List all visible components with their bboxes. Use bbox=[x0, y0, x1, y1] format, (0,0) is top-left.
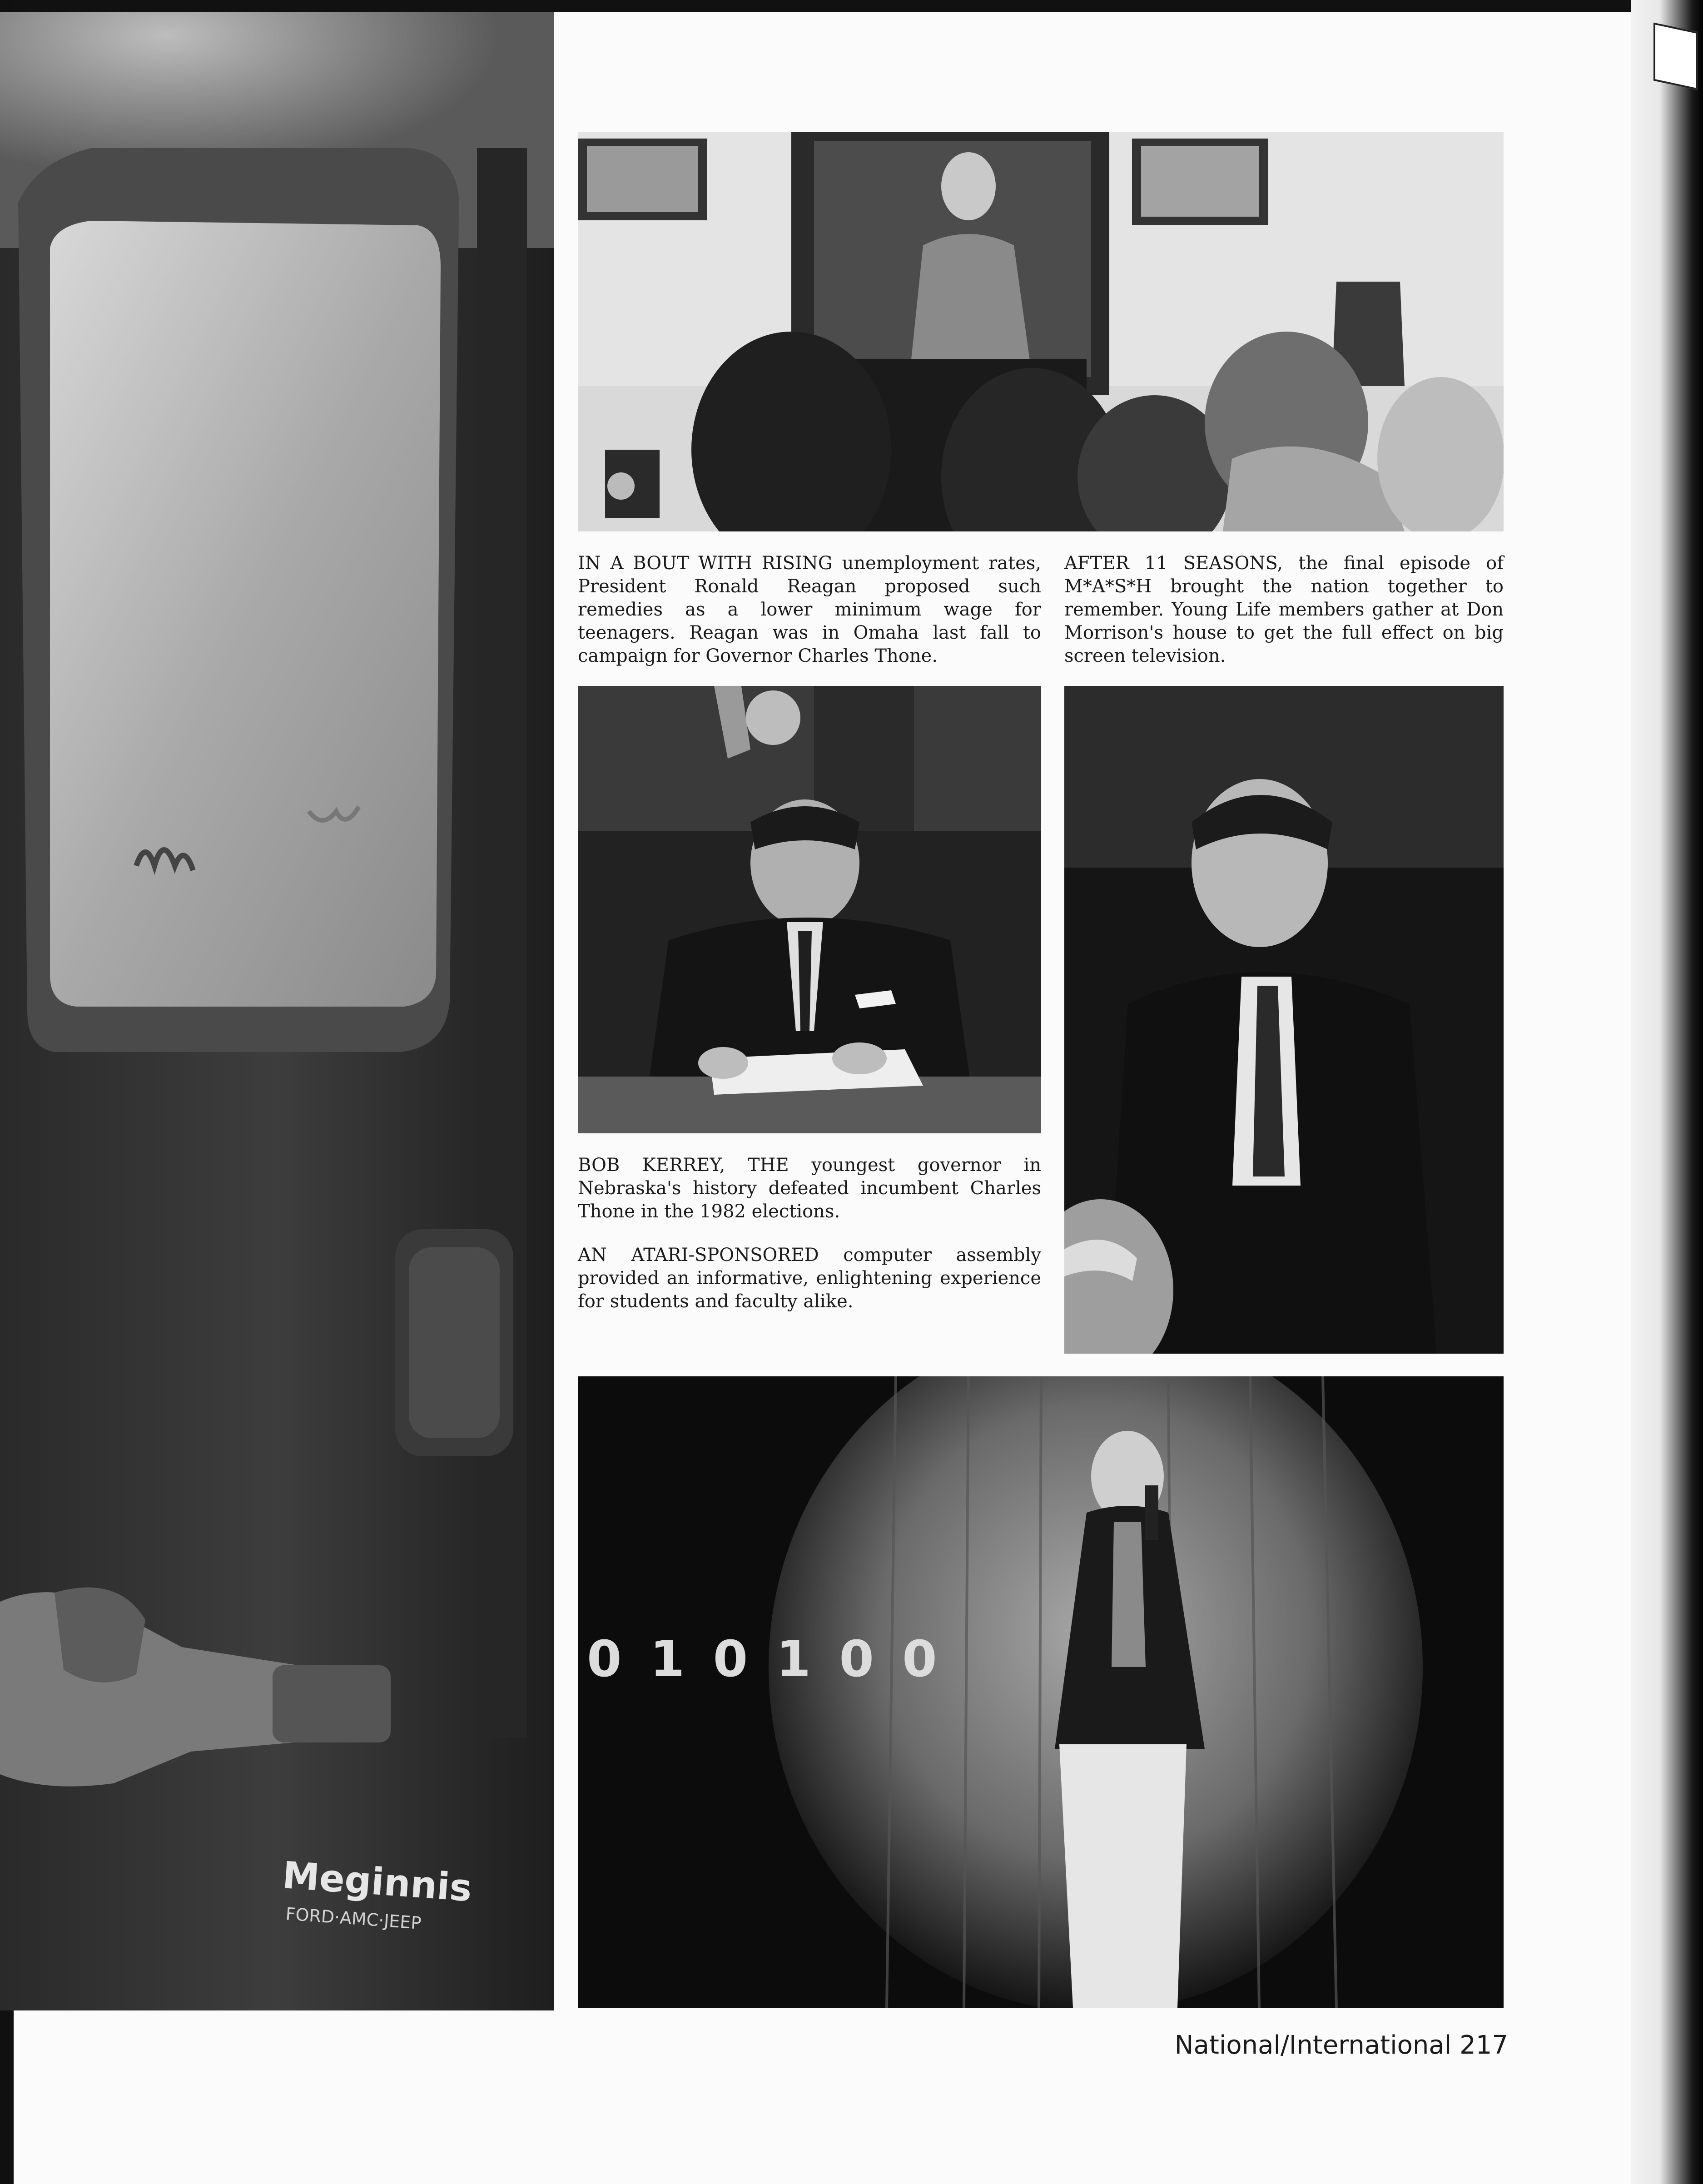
bob-kerrey-photo bbox=[1064, 686, 1504, 1354]
page-corner-notch bbox=[1653, 23, 1698, 90]
caption-atari bbox=[578, 1244, 1041, 1313]
kerrey-photo-art bbox=[1064, 686, 1504, 1354]
jeep-brand-text: Meginnis bbox=[281, 1854, 473, 1911]
caption-mash-body: the final episode of M*A*S*H brought the nation together to remember. Young Life members gather at Don Morrison's house to get the full effect on big screen television. bbox=[1064, 553, 1504, 666]
jeep-photo-art bbox=[0, 12, 554, 2010]
caption-reagan-body: unemployment rates, President Ronald Reagan proposed such remedies as a lower minimum wage for teenagers. Reagan was in Omaha last fall to campaign for Governor Charles Thone. bbox=[578, 553, 1042, 666]
caption-reagan-lead: IN A BOUT WITH RISING bbox=[578, 553, 833, 574]
caption-kerrey bbox=[578, 1154, 1041, 1223]
caption-atari-lead: AN ATARI-SPONSORED bbox=[578, 1245, 819, 1266]
page-right-edge bbox=[1631, 0, 1703, 2184]
caption-reagan bbox=[578, 552, 1041, 668]
tv-photo-art bbox=[578, 132, 1504, 531]
jeep-gas-pump-photo bbox=[0, 12, 554, 2010]
atari-assembly-stage-photo bbox=[578, 1376, 1504, 2008]
mash-tv-viewing-photo bbox=[578, 132, 1504, 531]
reagan-signing-photo bbox=[578, 686, 1041, 1133]
jeep-dealer-text: FORD·AMC·JEEP bbox=[285, 1904, 422, 1933]
page-folio: National/International 217 bbox=[1174, 2030, 1508, 2060]
top-border bbox=[0, 0, 1703, 12]
caption-kerrey-lead: BOB KERREY, THE bbox=[578, 1155, 789, 1176]
caption-atari-body: computer assembly provided an informative, enlightening experience for students and faculty alike. bbox=[578, 1245, 1042, 1312]
stage-digits-text: 0 1 0 1 0 0 bbox=[587, 1630, 943, 1688]
caption-mash bbox=[1064, 552, 1504, 668]
reagan-photo-art bbox=[578, 686, 1041, 1133]
stage-photo-art bbox=[578, 1376, 1504, 2008]
caption-mash-lead: AFTER 11 SEASONS, bbox=[1064, 553, 1283, 574]
caption-kerrey-body: youngest governor in Nebraska's history defeated incumbent Charles Thone in the 1982 elections. bbox=[578, 1155, 1041, 1222]
